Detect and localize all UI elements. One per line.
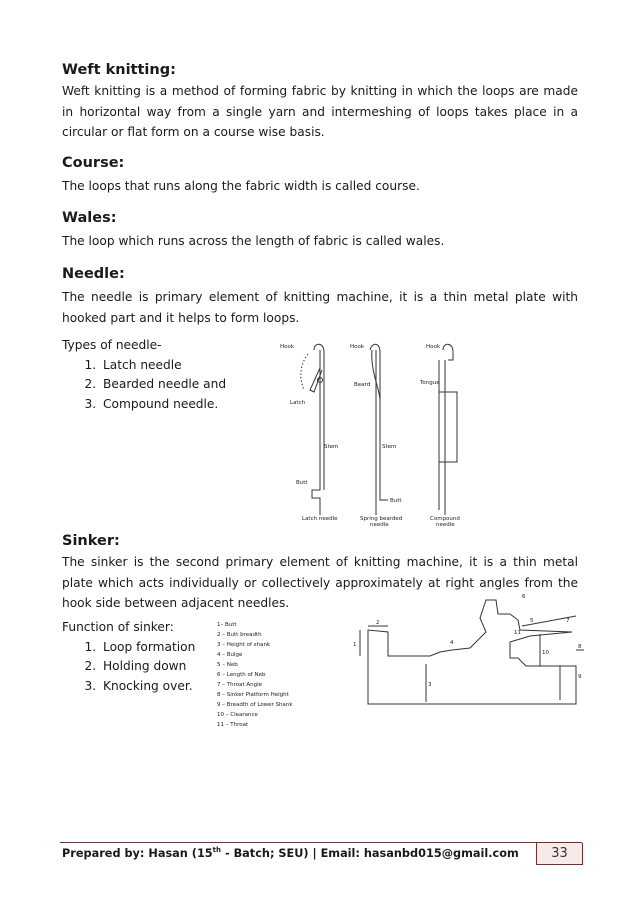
footer-divider <box>60 842 582 843</box>
legend-item: 5 – Neb <box>217 662 238 668</box>
footer-text <box>62 846 519 860</box>
dim-label-2: 2 <box>376 620 380 626</box>
sinker-body: The sinker is the second primary element of knitting machine, it is a thin metal plate which acts individually or collectively approximately at right angles from the hook side between adjacent needles. <box>62 555 578 610</box>
latch-hook-label: Hook <box>280 344 295 350</box>
sinker-heading: Sinker: <box>62 533 120 549</box>
weft-body: Weft knitting is a method of forming fabric by knitting in which the loops are made in horizontal way from a single yarn and intermeshing of loops takes place in a circular or flat form on a course wise basis. <box>62 84 578 139</box>
legend-item: 4 – Bulge <box>217 652 243 658</box>
wales-body: The loop which runs across the length of fabric is called wales. <box>62 234 445 248</box>
dim-label-9: 9 <box>578 674 582 680</box>
wales-heading: Wales: <box>62 210 117 226</box>
dim-label-7: 7 <box>566 618 570 624</box>
legend-item: 7 – Throat Angle <box>217 682 263 688</box>
dim-label-11: 11 <box>514 630 521 636</box>
legend-item: 10 – Clearance <box>217 712 258 718</box>
legend-item: 9 – Breadth of Lower Shank <box>217 702 293 708</box>
bearded-butt-label: Butt <box>390 498 402 504</box>
compound-caption-line1: Compound <box>430 516 460 522</box>
compound-tongue-label: Tongue <box>420 380 440 386</box>
dim-label-1: 1 <box>353 642 357 648</box>
footer-suffix: - Batch; SEU) | Email: hasanbd015@gmail.com <box>221 846 519 860</box>
dim-label-10: 10 <box>542 650 549 656</box>
needle-types-intro: Types of needle- <box>62 338 162 352</box>
sinker-functions-list <box>62 618 195 696</box>
list-item: 2. Holding down <box>100 657 195 677</box>
bearded-hook-label: Hook <box>350 344 365 350</box>
legend-item: 1– Butt <box>217 622 237 628</box>
list-item: 3. Knocking over. <box>100 677 195 697</box>
legend-item: 8 – Sinker Platform Height <box>217 692 289 698</box>
sinker-legend <box>215 618 345 742</box>
legend-item: 2 – Butt breadth <box>217 632 262 638</box>
latch-latch-label: Latch <box>290 400 306 406</box>
bearded-stem-label: Stem <box>382 444 397 450</box>
compound-hook-label: Hook <box>426 344 441 350</box>
page-number: 33 <box>536 843 583 865</box>
needle-types-list <box>62 336 226 414</box>
course-body: The loops that runs along the fabric width is called course. <box>62 179 420 193</box>
bearded-beard-label: Beard <box>354 382 371 388</box>
weft-heading: Weft knitting: <box>62 62 176 78</box>
dim-label-5: 5 <box>530 618 534 624</box>
needle-body: The needle is primary element of knitting machine, it is a thin metal plate with hooked part and it helps to form loops. <box>62 290 578 325</box>
bearded-caption-line1: Spring bearded <box>360 516 403 522</box>
list-item: 3. Compound needle. <box>100 395 226 415</box>
compound-caption-line2: needle <box>436 522 455 528</box>
list-item: 1. Latch needle <box>100 356 226 376</box>
latch-stem-label: Stem <box>324 444 339 450</box>
latch-butt-label: Butt <box>296 480 308 486</box>
legend-item: 3 – Height of shank <box>217 642 271 648</box>
dim-label-3: 3 <box>428 682 432 688</box>
bearded-caption-line2: needle <box>370 522 389 528</box>
list-item: 2. Bearded needle and <box>100 375 226 395</box>
footer-superscript: th <box>212 846 222 854</box>
dim-label-6: 6 <box>522 594 526 600</box>
legend-item: 6 – Length of Neb <box>217 672 266 678</box>
list-item: 1. Loop formation <box>100 638 195 658</box>
course-heading: Course: <box>62 155 125 171</box>
legend-item: 11 – Throat <box>217 722 249 728</box>
sinker-functions-intro: Function of sinker: <box>62 620 174 634</box>
footer-prefix: Prepared by: Hasan (15 <box>62 846 213 860</box>
dim-label-8: 8 <box>578 644 582 650</box>
needle-types-figure <box>280 340 485 530</box>
needle-heading: Needle: <box>62 266 125 282</box>
latch-caption: Latch needle <box>302 516 338 522</box>
sinker-diagram <box>340 592 585 710</box>
dim-label-4: 4 <box>450 640 454 646</box>
